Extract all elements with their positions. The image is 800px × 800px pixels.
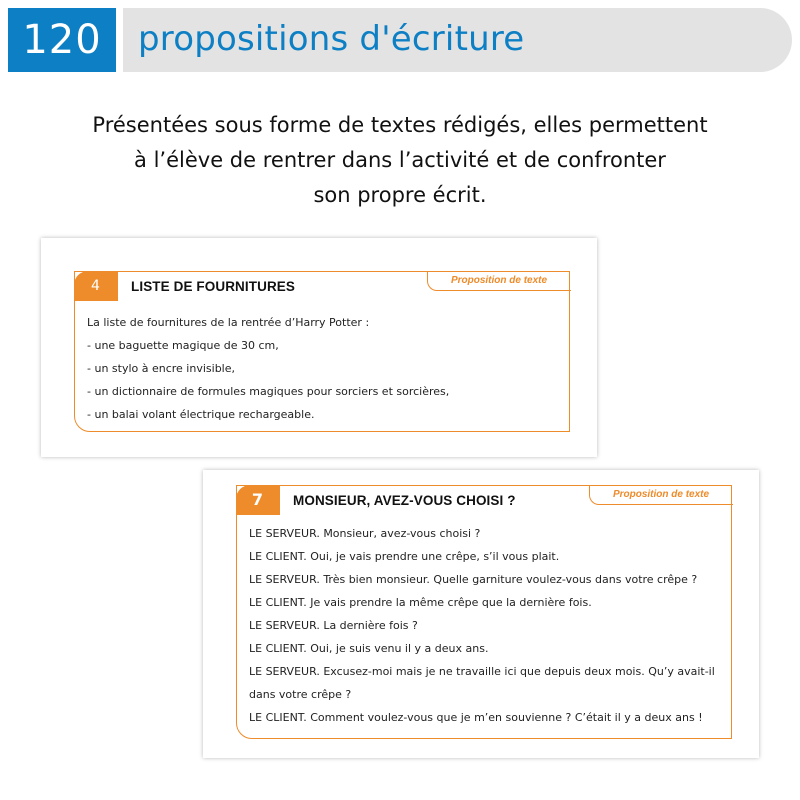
intro-line: son propre écrit. (313, 183, 487, 207)
text-card-liste-fournitures (41, 238, 597, 457)
proposition-label: Proposition de texte (589, 485, 733, 505)
card-title: MONSIEUR, AVEZ-VOUS CHOISI ? (293, 493, 516, 508)
text-line: La liste de fournitures de la rentrée d’Harry Potter : (87, 316, 370, 329)
intro-line: Présentées sous forme de textes rédigés, elles permettent (92, 113, 708, 137)
text-line: - un dictionnaire de formules magiques pour sorciers et sorcières, (87, 385, 450, 398)
intro-text (60, 108, 740, 213)
dialogue-line: LE CLIENT. Oui, je vais prendre une crêpe, s’il vous plait. (249, 550, 560, 563)
text-line: - un balai volant électrique rechargeable. (87, 408, 315, 421)
card-number-badge: 4 (74, 271, 118, 301)
card-title: LISTE DE FOURNITURES (131, 279, 296, 294)
card-number-badge: 7 (236, 485, 280, 515)
text-line: - un stylo à encre invisible, (87, 362, 235, 375)
card-text (87, 311, 559, 426)
card-text (249, 522, 721, 729)
text-line: - une baguette magique de 30 cm, (87, 339, 279, 352)
page-number: 120 (8, 8, 116, 72)
text-card-monsieur-avez-vous-choisi (203, 470, 759, 758)
dialogue-line: LE CLIENT. Je vais prendre la même crêpe que la dernière fois. (249, 596, 592, 609)
dialogue-line: LE SERVEUR. Monsieur, avez-vous choisi ? (249, 527, 481, 540)
dialogue-line: LE SERVEUR. Excusez-moi mais je ne travaille ici que depuis deux mois. Qu’y avait-il dans votre crêpe ? (249, 665, 715, 701)
dialogue-line: LE CLIENT. Comment voulez-vous que je m’en souvienne ? C’était il y a deux ans ! (249, 711, 703, 724)
intro-line: à l’élève de rentrer dans l’activité et de confronter (134, 148, 666, 172)
dialogue-line: LE SERVEUR. La dernière fois ? (249, 619, 418, 632)
card-panel (74, 271, 570, 432)
proposition-label: Proposition de texte (427, 271, 571, 291)
card-panel (236, 485, 732, 739)
dialogue-line: LE CLIENT. Oui, je suis venu il y a deux ans. (249, 642, 489, 655)
dialogue-line: LE SERVEUR. Très bien monsieur. Quelle garniture voulez-vous dans votre crêpe ? (249, 573, 698, 586)
page-title: propositions d'écriture (138, 19, 525, 59)
